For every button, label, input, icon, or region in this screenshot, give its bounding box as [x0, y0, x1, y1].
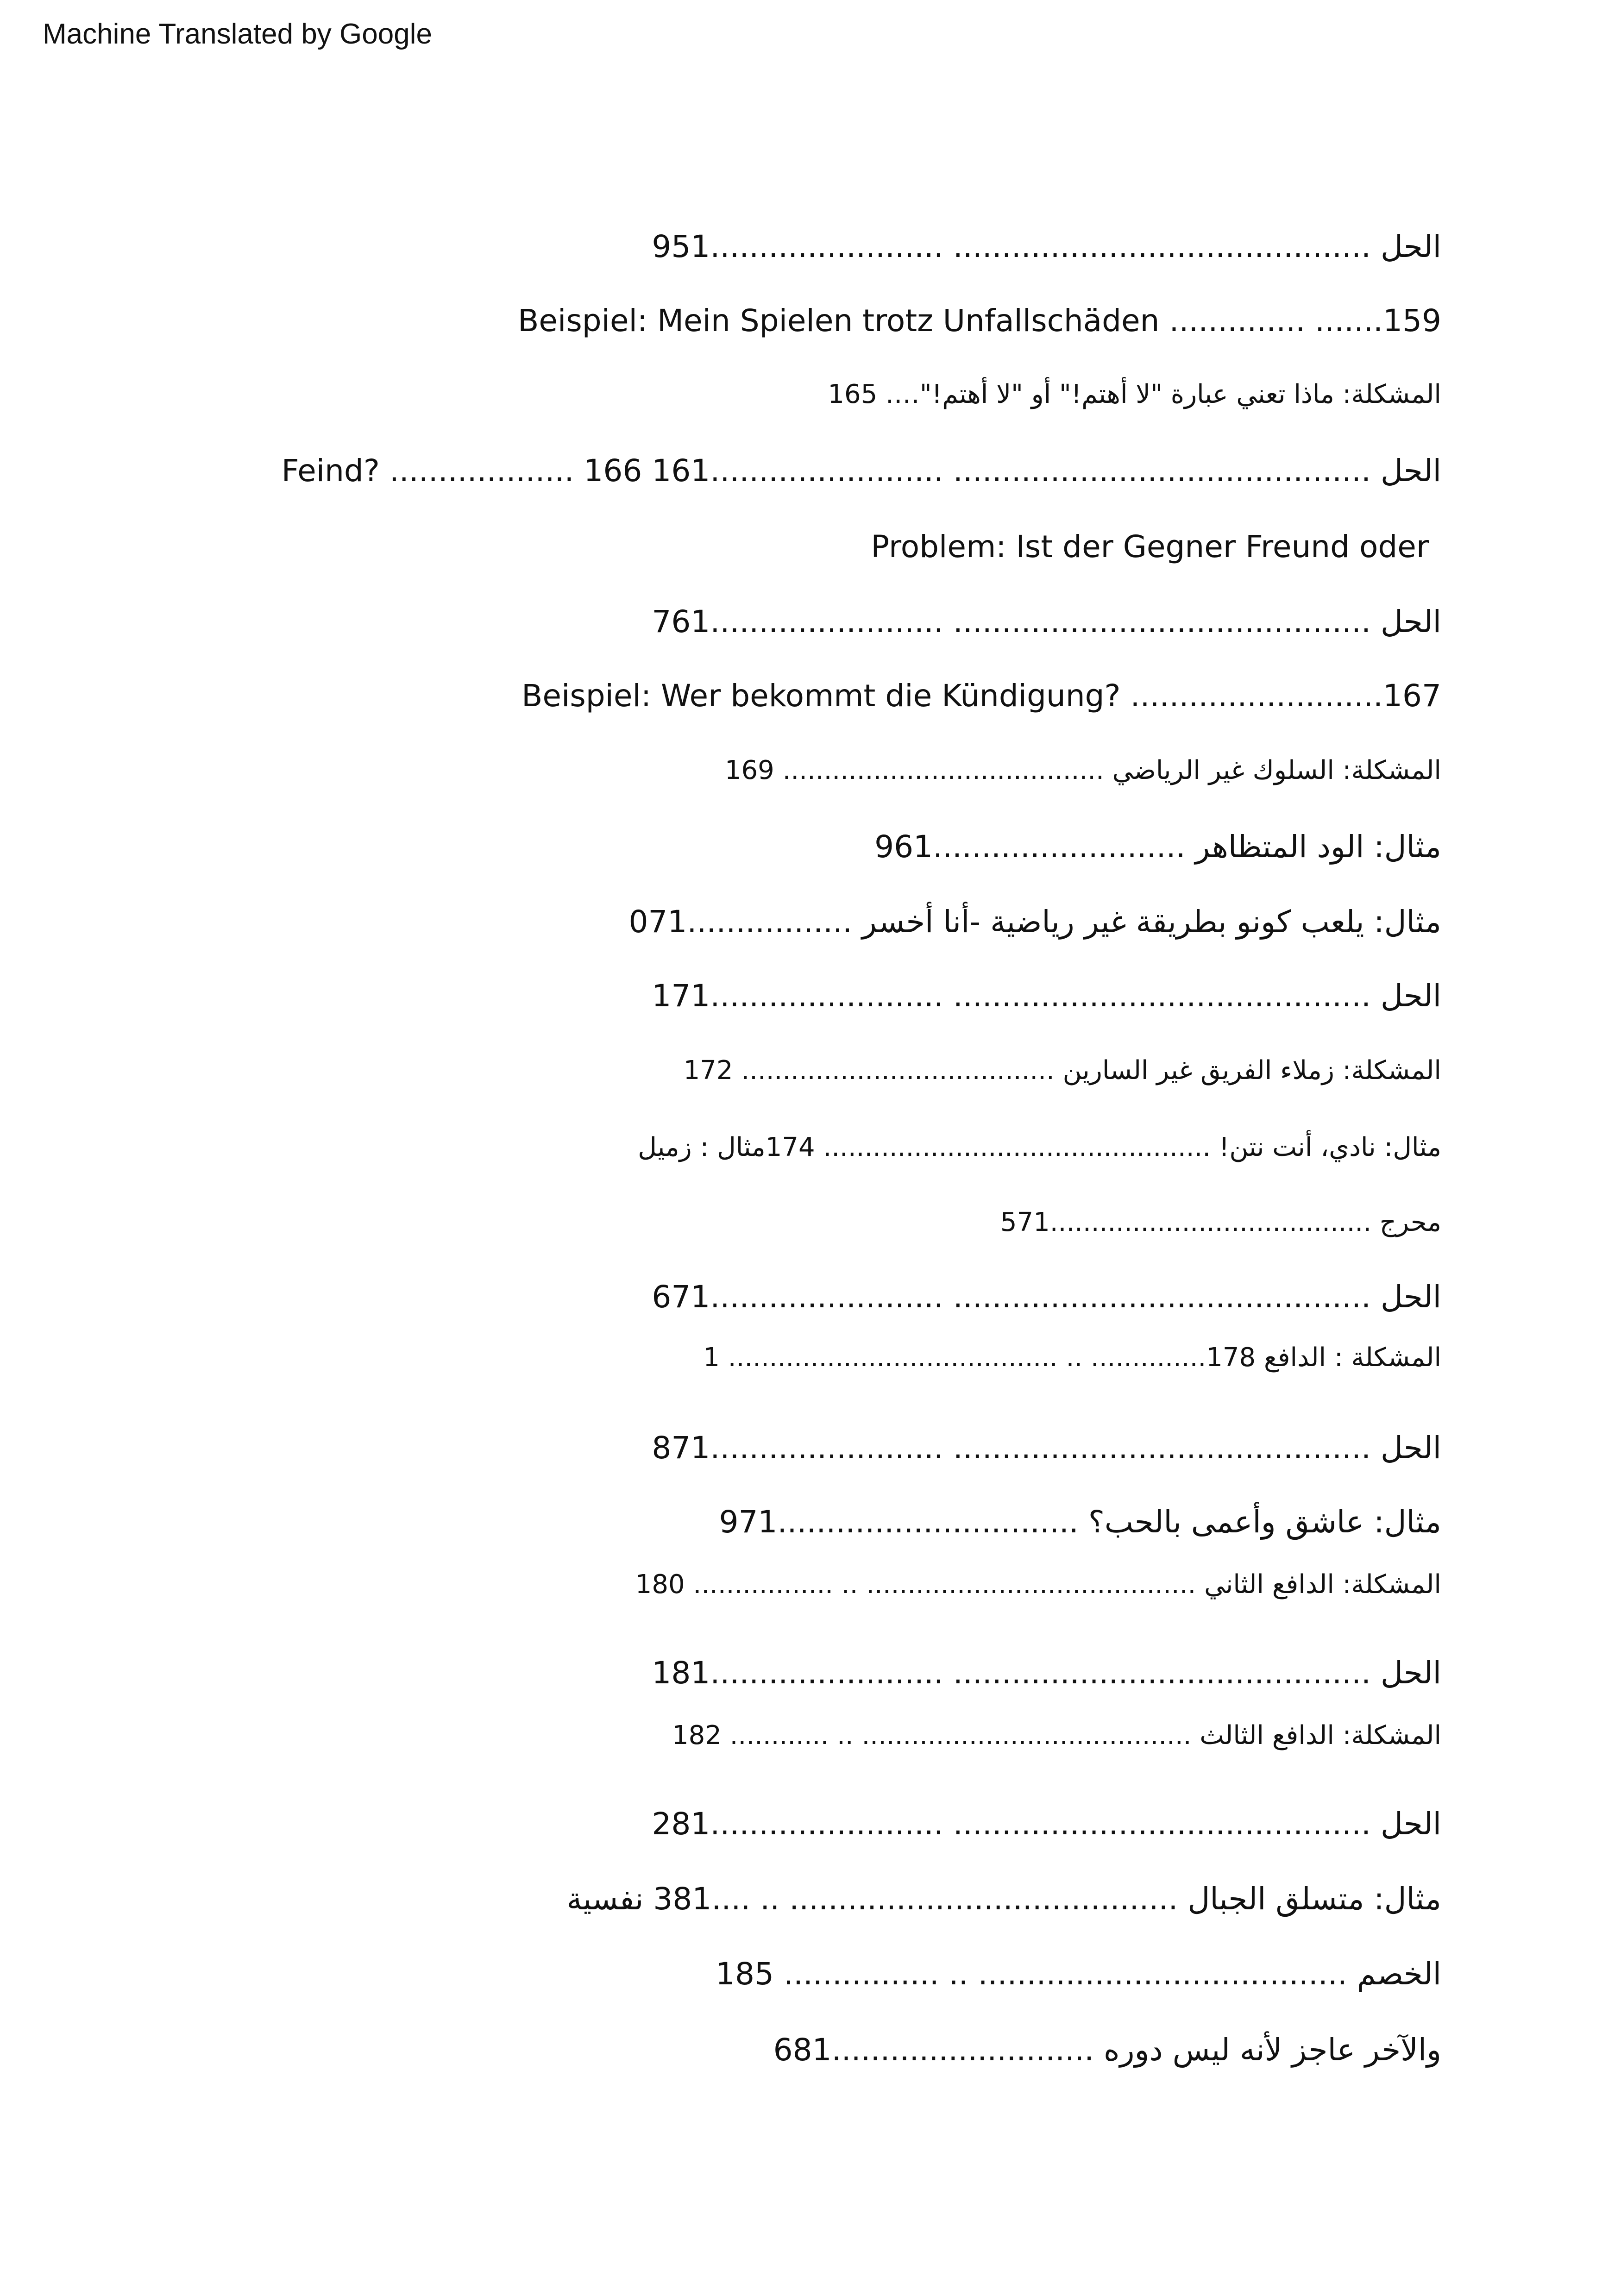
toc-entry: مثال: عاشق وأعمى بالحب؟ ...............................971 [719, 1504, 1441, 1540]
toc-entry: مثال: الود المتظاهر ..........................961 [874, 829, 1441, 865]
toc-entry: Beispiel: Mein Spielen trotz Unfallschäden .............. .......159 [518, 303, 1441, 339]
toc-entry: الحل ........................................... ........................181 [652, 1655, 1441, 1691]
toc-entry: المشكلة: الدافع الثالث ........................................ .. ............ 182 [672, 1720, 1441, 1750]
toc-entry: المشكلة: السلوك غير الرياضي ....................................... 169 [724, 755, 1441, 785]
toc-entry: الحل ........................................... ........................171 [652, 978, 1441, 1014]
toc-entry: مثال: يلعب كونو بطريقة غير رياضية -أنا أخسر .................071 [628, 904, 1441, 940]
toc-entry: الحل ........................................... ........................871 [652, 1430, 1441, 1466]
toc-entry: الحل ........................................... ........................761 [652, 604, 1441, 640]
toc-entry: المشكلة: زملاء الفريق غير السارين ...................................... 172 [683, 1055, 1441, 1085]
toc-entry: الحل ........................................... ........................161 166 ................... ?Feind [281, 453, 1441, 489]
toc-entry: الخصم ...................................... .. ................ 185 [716, 1956, 1441, 1992]
toc-entry: المشكلة : الدافع 178.............. .. ........................................ 1 [703, 1342, 1441, 1373]
machine-translation-watermark: Machine Translated by Google [43, 18, 432, 50]
toc-entry: Problem: Ist der Gegner Freund oder [871, 529, 1429, 565]
toc-entry: Beispiel: Wer bekommt die Kündigung? ..........................167 [521, 678, 1441, 714]
toc-entry: الحل ........................................... ........................281 [652, 1806, 1441, 1842]
toc-entry: المشكلة: ماذا تعني عبارة "لا أهتم!" أو "لا أهتم!"…. 165 [828, 379, 1441, 409]
toc-entry: والآخر عاجز لأنه ليس دوره ...........................681 [773, 2032, 1441, 2068]
toc-entry: محرج .......................................571 [1000, 1207, 1441, 1237]
toc-entry: الحل ........................................... ........................671 [652, 1279, 1441, 1315]
toc-entry: المشكلة: الدافع الثاني ........................................ .. ................. 180 [635, 1569, 1441, 1600]
toc-entry: مثال: نادي، أنت نتن! ............................................... 174مثال : زميل [638, 1132, 1441, 1162]
toc-entry: الحل ........................................... ........................951 [652, 229, 1441, 264]
toc-entry: مثال: متسلق الجبال ........................................ .. ....381 نفسية [566, 1881, 1441, 1917]
